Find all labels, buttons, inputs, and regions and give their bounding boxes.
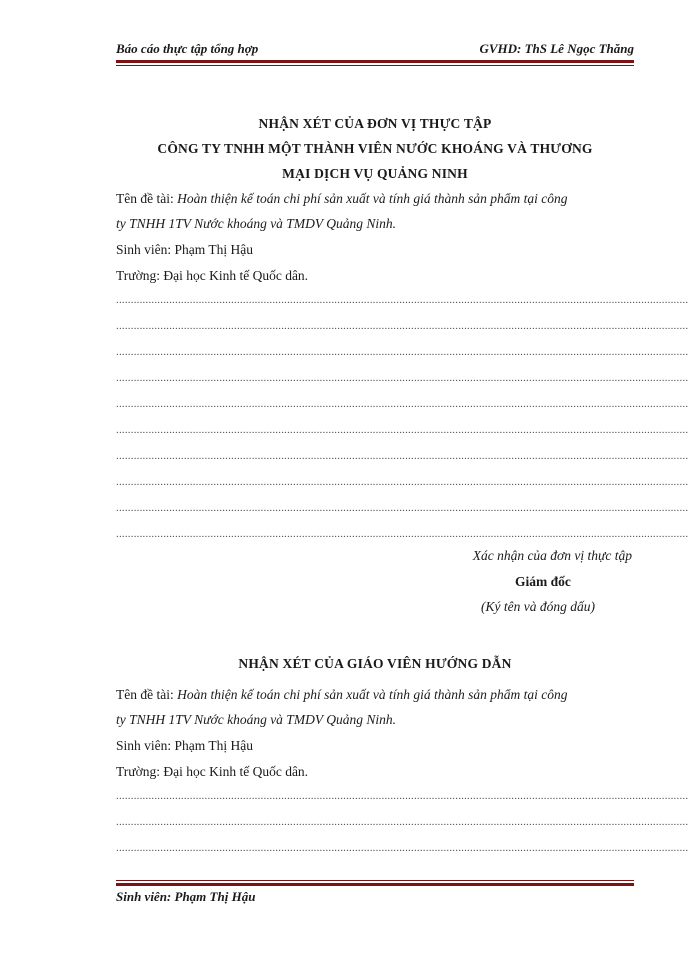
section1-dotted-line: ..................................................................................................................................................................................................: [116, 450, 689, 462]
section1-topic-label: Tên đề tài:: [116, 191, 178, 206]
section1-title-line2: CÔNG TY TNHH MỘT THÀNH VIÊN NƯỚC KHOÁNG VÀ THƯƠNG: [157, 141, 593, 156]
section1-dotted-line: ..................................................................................................................................................................................................: [116, 476, 689, 488]
section1-dotted-line: ..................................................................................................................................................................................................: [116, 528, 689, 540]
section2-title: NHẬN XÉT CỦA GIÁO VIÊN HƯỚNG DẪN: [238, 656, 512, 671]
section2-dotted-line: ..................................................................................................................................................................................................: [116, 790, 689, 802]
header-rule: [116, 60, 634, 66]
section1-title-line3: MẠI DỊCH VỤ QUẢNG NINH: [282, 166, 468, 181]
section2-topic-label: Tên đề tài:: [116, 687, 178, 702]
section2-student: Sinh viên: Phạm Thị Hậu: [116, 738, 253, 753]
section2-school: Trường: Đại học Kinh tế Quốc dân.: [116, 764, 309, 779]
section1-topic-line1: Hoàn thiện kế toán chi phí sản xuất và tính giá thành sản phẩm tại công: [177, 191, 568, 206]
section1-topic: [116, 190, 636, 208]
section1-dotted-line: ..................................................................................................................................................................................................: [116, 294, 689, 306]
page-header: [116, 41, 634, 59]
section2-dotted-line: ..................................................................................................................................................................................................: [116, 842, 689, 854]
header-report-title: Báo cáo thực tập tổng hợp: [116, 41, 259, 56]
section1-dotted-line: ..................................................................................................................................................................................................: [116, 502, 689, 514]
section1-confirm: Xác nhận của đơn vị thực tập: [472, 548, 632, 563]
header-advisor: GVHD: ThS Lê Ngọc Thăng: [479, 41, 634, 56]
section1-title-line1: NHẬN XÉT CỦA ĐƠN VỊ THỰC TẬP: [258, 116, 492, 131]
section1-dotted-line: ..................................................................................................................................................................................................: [116, 398, 689, 410]
section2-topic: [116, 686, 636, 704]
section1-dotted-line: ..................................................................................................................................................................................................: [116, 346, 689, 358]
footer-rule: [116, 880, 634, 886]
section1-student: Sinh viên: Phạm Thị Hậu: [116, 242, 253, 257]
section2-dotted-line: ..................................................................................................................................................................................................: [116, 816, 689, 828]
section1-topic-cont: [116, 215, 636, 233]
section2-topic-line2: ty TNHH 1TV Nước khoáng và TMDV Quảng Ninh.: [116, 712, 396, 727]
section2-topic-cont: [116, 711, 636, 729]
page-footer: Sinh viên: Phạm Thị Hậu: [116, 889, 256, 904]
section1-school: Trường: Đại học Kinh tế Quốc dân.: [116, 268, 309, 283]
section1-director: Giám đốc: [515, 574, 571, 589]
section1-dotted-line: ..................................................................................................................................................................................................: [116, 320, 689, 332]
section1-topic-line2: ty TNHH 1TV Nước khoáng và TMDV Quảng Ninh.: [116, 216, 396, 231]
section2-topic-line1: Hoàn thiện kế toán chi phí sản xuất và tính giá thành sản phẩm tại công: [177, 687, 568, 702]
section1-dotted-line: ..................................................................................................................................................................................................: [116, 372, 689, 384]
section1-dotted-line: ..................................................................................................................................................................................................: [116, 424, 689, 436]
section1-sign-note: (Ký tên và đóng dấu): [481, 599, 595, 614]
